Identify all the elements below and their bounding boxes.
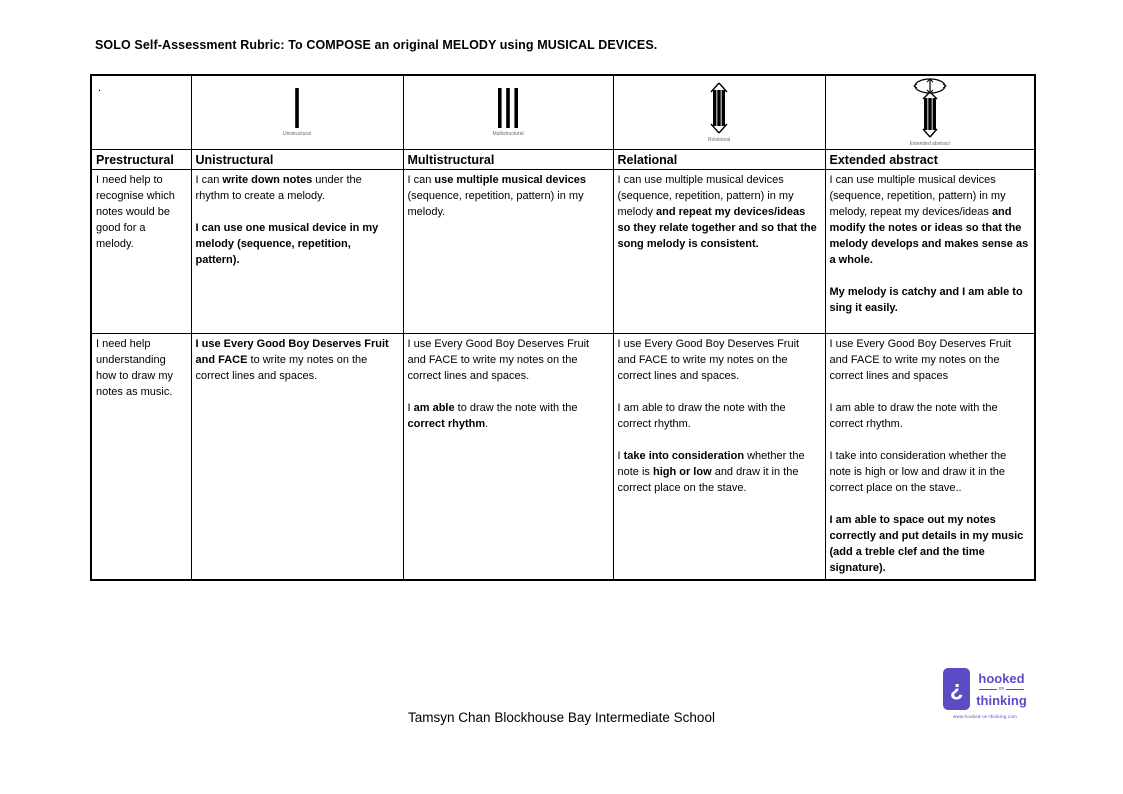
extended-abstract-icon [898, 78, 962, 138]
icon-caption: Multistructural [492, 131, 524, 137]
dot-mark: . [91, 75, 191, 150]
rubric-cell: I can use multiple musical devices (sequence, repetition, pattern) in my melody. [403, 170, 613, 334]
logo-word-thinking: thinking [976, 692, 1027, 708]
rubric-cell: I use Every Good Boy Deserves Fruit and FACE to write my notes on the correct lines and spaces. I am able to draw the note with the correct rhythm. [403, 334, 613, 581]
relational-icon [701, 82, 737, 134]
logo-word-on: on [998, 685, 1005, 692]
rubric-header-row [91, 150, 1035, 170]
rubric-cell: I need help understanding how to draw my notes as music. [91, 334, 191, 581]
multistructural-icon [495, 88, 521, 128]
rubric-table [90, 74, 1036, 581]
level-header: Unistructural [191, 150, 403, 170]
icon-caption: Extended abstract [909, 141, 950, 147]
icon-caption: Relational [707, 137, 731, 143]
icon-caption: Unistructural [282, 131, 312, 137]
logo-hook-icon: ¿ [943, 668, 970, 710]
footer-attribution: Tamsyn Chan Blockhouse Bay Intermediate School [408, 710, 715, 725]
logo-word-hooked: hooked [978, 670, 1025, 686]
level-header: Multistructural [403, 150, 613, 170]
hooked-on-thinking-logo [934, 668, 1036, 719]
rubric-cell: I need help to recognise which notes would be good for a melody. [91, 170, 191, 334]
level-header: Relational [613, 150, 825, 170]
unistructural-icon [292, 88, 302, 128]
rubric-cell: I can use multiple musical devices (sequence, repetition, pattern) in my melody, repeat my devices/ideas and modify the notes or ideas so that the melody develops and makes sense as a whole. My melody is catchy and I am able to sing it easily. [825, 170, 1035, 334]
rubric-cell: I can write down notes under the rhythm to create a melody. I can use one musical device in my melody (sequence, repetition, pattern). [191, 170, 403, 334]
rubric-cell: I can use multiple musical devices (sequence, repetition, pattern) in my melody and repeat my devices/ideas so they relate together and so that the song melody is consistent. [613, 170, 825, 334]
icon-row [91, 75, 1035, 150]
rubric-row [91, 170, 1035, 334]
page-title: SOLO Self-Assessment Rubric: To COMPOSE an original MELODY using MUSICAL DEVICES. [95, 38, 658, 52]
logo-url: www.hooked-on-thinking.com [953, 714, 1017, 719]
level-header: Extended abstract [825, 150, 1035, 170]
level-header: Prestructural [91, 150, 191, 170]
rubric-cell: I use Every Good Boy Deserves Fruit and FACE to write my notes on the correct lines and spaces I am able to draw the note with the correct rhythm. I take into consideration whether the note is high or low and draw it in the correct place on the stave.. I am able to space out my notes correctly and put details in my music (add a treble clef and the time signature). [825, 334, 1035, 581]
rubric-row [91, 334, 1035, 581]
rubric-table-body [91, 170, 1035, 581]
rubric-cell: I use Every Good Boy Deserves Fruit and FACE to write my notes on the correct lines and spaces. I am able to draw the note with the correct rhythm. I take into consideration whether the note is high or low and draw it in the correct place on the stave. [613, 334, 825, 581]
rubric-cell: I use Every Good Boy Deserves Fruit and FACE to write my notes on the correct lines and spaces. [191, 334, 403, 581]
